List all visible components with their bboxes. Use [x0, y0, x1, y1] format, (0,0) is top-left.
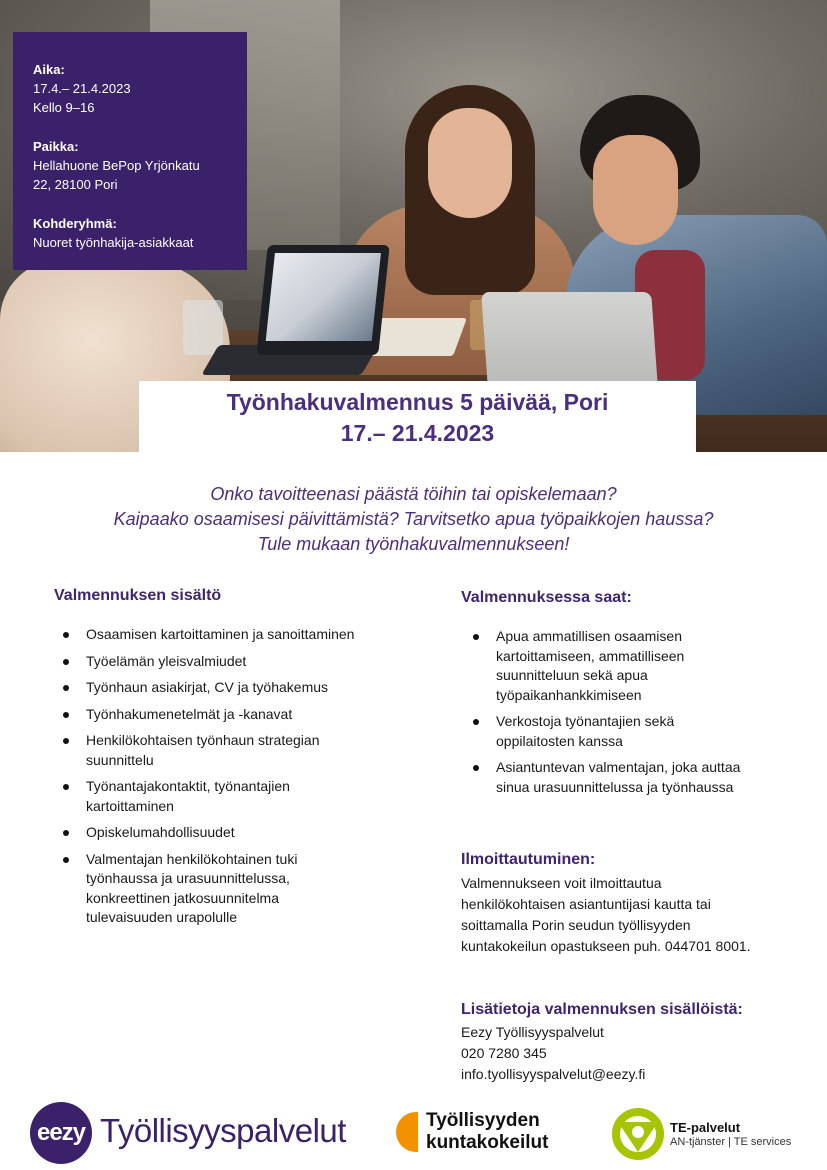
bullet-icon: [63, 632, 69, 638]
title-line-2: 17.– 21.4.2023: [340, 420, 495, 446]
intro-text: [60, 482, 767, 557]
more-info-block: [461, 1022, 781, 1085]
bullet-icon: [63, 830, 69, 836]
benefits-list: [464, 627, 754, 804]
te-palvelut-mark-icon: [612, 1108, 664, 1160]
photo-laptop-left: [256, 245, 390, 355]
te-palvelut-name: TE-palvelut: [670, 1120, 741, 1135]
page-title: [139, 381, 696, 452]
list-item: Henkilökohtaisen työnhaun strategian suunnittelu: [54, 731, 364, 770]
contact-org: Eezy Työllisyyspalvelut: [461, 1024, 604, 1040]
time-hours: Kello 9–16: [33, 100, 95, 115]
intro-line-3: Tule mukaan työnhakuvalmennukseen!: [257, 534, 570, 554]
bullet-icon: [63, 685, 69, 691]
te-palvelut-subtitle: AN-tjänster | TE services: [670, 1136, 792, 1148]
eezy-name: Työllisyyspalvelut: [100, 1112, 346, 1149]
list-item: Verkostoja työnantajien sekä oppilaitosten kanssa: [464, 712, 754, 751]
list-item: Apua ammatillisen osaamisen kartoittamiseen, ammatilliseen suunnitteluun sekä apua työpaikanhankkimiseen: [464, 627, 754, 705]
registration-text: Valmennukseen voit ilmoittautua henkilökohtaisen asiantuntijasi kautta tai soittamalla Porin seudun työllisyyden kuntakokeilun opastukseen puh. 044701 8001.: [461, 875, 751, 954]
time-label: Aika:: [33, 62, 65, 77]
intro-line-2: Kaipaako osaamisesi päivittämistä? Tarvitsetko apua työpaikkojen haussa?: [113, 509, 714, 529]
contact-phone: 020 7280 345: [461, 1045, 547, 1061]
content-heading: Valmennuksen sisältö: [54, 587, 222, 604]
place-label: Paikka:: [33, 139, 79, 154]
bullet-icon: [63, 857, 69, 863]
place-line-2: 22, 28100 Pori: [33, 177, 118, 192]
bullet-icon: [473, 765, 479, 771]
registration-heading: Ilmoittautuminen:: [461, 851, 596, 868]
time-group: [33, 60, 227, 117]
eezy-mark: eezy: [30, 1102, 92, 1164]
bullet-icon: [63, 784, 69, 790]
bullet-icon: [473, 719, 479, 725]
photo-person-middle-face: [428, 108, 512, 218]
more-info-heading: Lisätietoja valmennuksen sisällöistä:: [461, 1001, 743, 1018]
list-item: Asiantuntevan valmentajan, joka auttaa sinua urasuunnittelussa ja työnhaussa: [464, 758, 754, 797]
list-item: Työnantajakontaktit, työnantajien kartoittaminen: [54, 777, 364, 816]
list-item: Osaamisen kartoittaminen ja sanoittaminen: [54, 625, 364, 645]
target-label: Kohderyhmä:: [33, 216, 117, 231]
time-dates: 17.4.– 21.4.2023: [33, 81, 131, 96]
benefits-heading: Valmennuksessa saat:: [461, 589, 632, 606]
list-item: Valmentajan henkilökohtainen tuki työnhaussa ja urasuunnittelussa, konkreettinen jatkosuunnitelma tulevaisuuden urapolulle: [54, 850, 364, 928]
bullet-icon: [473, 634, 479, 640]
kuntakokeilut-mark-icon: [396, 1112, 418, 1152]
place-line-1: Hellahuone BePop Yrjönkatu: [33, 158, 200, 173]
kuntakokeilut-text: Työllisyyden kuntakokeilut: [426, 1110, 549, 1153]
bullet-icon: [63, 712, 69, 718]
list-item: Työnhakumenetelmät ja -kanavat: [54, 705, 364, 725]
photo-laptop-screen: [266, 253, 381, 341]
event-info-box: [13, 32, 247, 270]
photo-person-right-face: [593, 135, 678, 245]
content-list: [54, 625, 364, 935]
list-item: Opiskelumahdollisuudet: [54, 823, 364, 843]
bullet-icon: [63, 659, 69, 665]
contact-email[interactable]: info.tyollisyyspalvelut@eezy.fi: [461, 1066, 646, 1082]
title-line-1: Työnhakuvalmennus 5 päivää, Pori: [226, 389, 609, 415]
intro-line-1: Onko tavoitteenasi päästä töihin tai opiskelemaan?: [210, 484, 617, 504]
target-group: [33, 214, 227, 252]
list-item: Työelämän yleisvalmiudet: [54, 652, 364, 672]
place-group: [33, 137, 227, 194]
target-value: Nuoret työnhakija-asiakkaat: [33, 235, 194, 250]
bullet-icon: [63, 738, 69, 744]
list-item: Työnhaun asiakirjat, CV ja työhakemus: [54, 678, 364, 698]
